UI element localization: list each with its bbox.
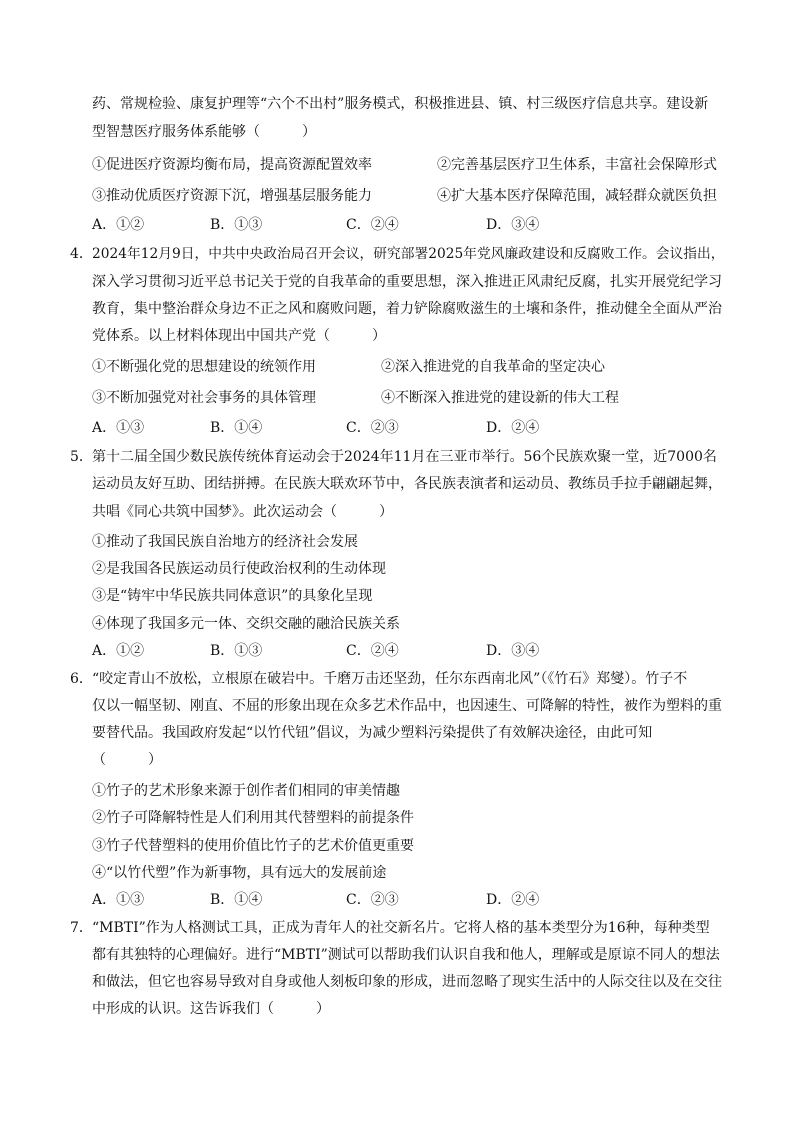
q4-choice-d: D．②④ bbox=[486, 420, 540, 436]
q6-option: ④“以竹代塑”作为新事物，具有远大的发展前途 bbox=[92, 865, 387, 881]
q4-stem-line: 2024年12月9日，中共中央政治局召开会议，研究部署2025年党风廉政建设和反腐败工作。会议指出， bbox=[92, 246, 725, 262]
q3-stem-line: 药、常规检验、康复护理等“六个不出村”服务模式，积极推进县、镇、村三级医疗信息共享。建设新 bbox=[92, 96, 709, 112]
q6-stem-line: 要替代品。我国政府发起“以竹代钮”倡议，为减少塑料污染提供了有效解决途径，由此可知 bbox=[92, 725, 653, 741]
q6-stem-line: 仅以一幅坚韧、刚直、不屈的形象出现在众多艺术作品中，也因速生、可降解的特性，被作为塑料的重 bbox=[92, 698, 722, 714]
q6-choice-c: C．②③ bbox=[346, 892, 399, 908]
q4-option: ②深入推进党的自我革命的坚定决心 bbox=[381, 359, 605, 375]
q4-number: 4． bbox=[70, 246, 93, 262]
q6-choice-a: A．①③ bbox=[92, 892, 145, 908]
q6-option: ①竹子的艺术形象来源于创作者们相同的审美情趣 bbox=[92, 783, 400, 799]
q5-option: ①推动了我国民族自治地方的经济社会发展 bbox=[92, 534, 358, 550]
q5-choice-b: B．①③ bbox=[210, 643, 263, 659]
q4-choice-c: C．②③ bbox=[346, 420, 399, 436]
q3-stem-line: 型智慧医疗服务体系能够（ ） bbox=[92, 124, 316, 140]
q5-option: ②是我国各民族运动员行使政治权利的生动体现 bbox=[92, 561, 386, 577]
q4-choice-a: A．①③ bbox=[92, 420, 145, 436]
q6-option: ②竹子可降解特性是人们利用其代替塑料的前提条件 bbox=[92, 810, 414, 826]
q5-option: ③是“铸牢中华民族共同体意识”的具象化呈现 bbox=[92, 588, 373, 604]
q6-choice-b: B．①④ bbox=[210, 892, 263, 908]
q3-choice-a: A．①② bbox=[92, 217, 145, 233]
q6-choice-d: D．②④ bbox=[486, 892, 540, 908]
q6-stem-line: “咬定青山不放松，立根原在破岩中。千磨万击还坚劲，任尔东西南北风”（《竹石》郑燮）。竹子不 bbox=[92, 671, 688, 687]
q7-number: 7． bbox=[70, 920, 93, 936]
q6-option: ③竹子代替塑料的使用价值比竹子的艺术价值更重要 bbox=[92, 838, 414, 854]
q5-stem-line: 第十二届全国少数民族传统体育运动会于2024年11月在三亚市举行。56个民族欢聚一堂，近7000名 bbox=[92, 449, 717, 465]
q3-option: ③推动优质医疗资源下沉，增强基层服务能力 bbox=[92, 188, 372, 204]
q7-stem-line: “MBTI”作为人格测试工具，正成为青年人的社交新名片。它将人格的基本类型分为16种，每种类型 bbox=[92, 920, 710, 936]
q5-option: ④体现了我国多元一体、交织交融的融洽民族关系 bbox=[92, 616, 400, 632]
q4-stem-line: 党体系。以上材料体现出中国共产党（ ） bbox=[92, 328, 386, 344]
q5-stem-line: 运动员友好互助、团结拼搏。在民族大联欢环节中，各民族表演者和运动员、教练员手拉手翩翩起舞， bbox=[92, 476, 722, 492]
q4-stem-line: 深入学习贯彻习近平总书记关于党的自我革命的重要思想，深入推进正风肃纪反腐，扎实开展党纪学习 bbox=[92, 274, 722, 290]
q5-number: 5． bbox=[70, 449, 93, 465]
q6-stem-line: （ ） bbox=[92, 752, 162, 768]
q3-option: ④扩大基本医疗保障范围，减轻群众就医负担 bbox=[437, 188, 717, 204]
q4-choice-b: B．①④ bbox=[210, 420, 263, 436]
q5-choice-c: C．②④ bbox=[346, 643, 399, 659]
q3-choice-c: C．②④ bbox=[346, 217, 399, 233]
q4-option: ③不断加强党对社会事务的具体管理 bbox=[92, 390, 316, 406]
q4-option: ①不断强化党的思想建设的统领作用 bbox=[92, 359, 316, 375]
q5-choice-a: A．①② bbox=[92, 643, 145, 659]
q6-number: 6． bbox=[70, 671, 93, 687]
q3-option: ②完善基层医疗卫生体系，丰富社会保障形式 bbox=[437, 157, 717, 173]
q3-option: ①促进医疗资源均衡布局，提高资源配置效率 bbox=[92, 157, 372, 173]
q7-stem-line: 都有其独特的心理偏好。进行“MBTI”测试可以帮助我们认识自我和他人，理解或是原谅不同人的想法 bbox=[92, 947, 720, 963]
q5-stem-line: 共唱《同心共筑中国梦》。此次运动会（ ） bbox=[92, 504, 393, 520]
q4-option: ④不断深入推进党的建设新的伟大工程 bbox=[381, 390, 619, 406]
q4-stem-line: 教育，集中整治群众身边不正之风和腐败问题，着力铲除腐败滋生的土壤和条件，推动健全全面从严治 bbox=[92, 301, 722, 317]
q7-stem-line: 中形成的认识。这告诉我们（ ） bbox=[92, 1001, 330, 1017]
q3-choice-d: D．③④ bbox=[486, 217, 540, 233]
q7-stem-line: 和做法，但它也容易导致对自身或他人刻板印象的形成，进而忽略了现实生活中的人际交往以及在交往 bbox=[92, 974, 722, 990]
q3-choice-b: B．①③ bbox=[210, 217, 263, 233]
q5-choice-d: D．③④ bbox=[486, 643, 540, 659]
